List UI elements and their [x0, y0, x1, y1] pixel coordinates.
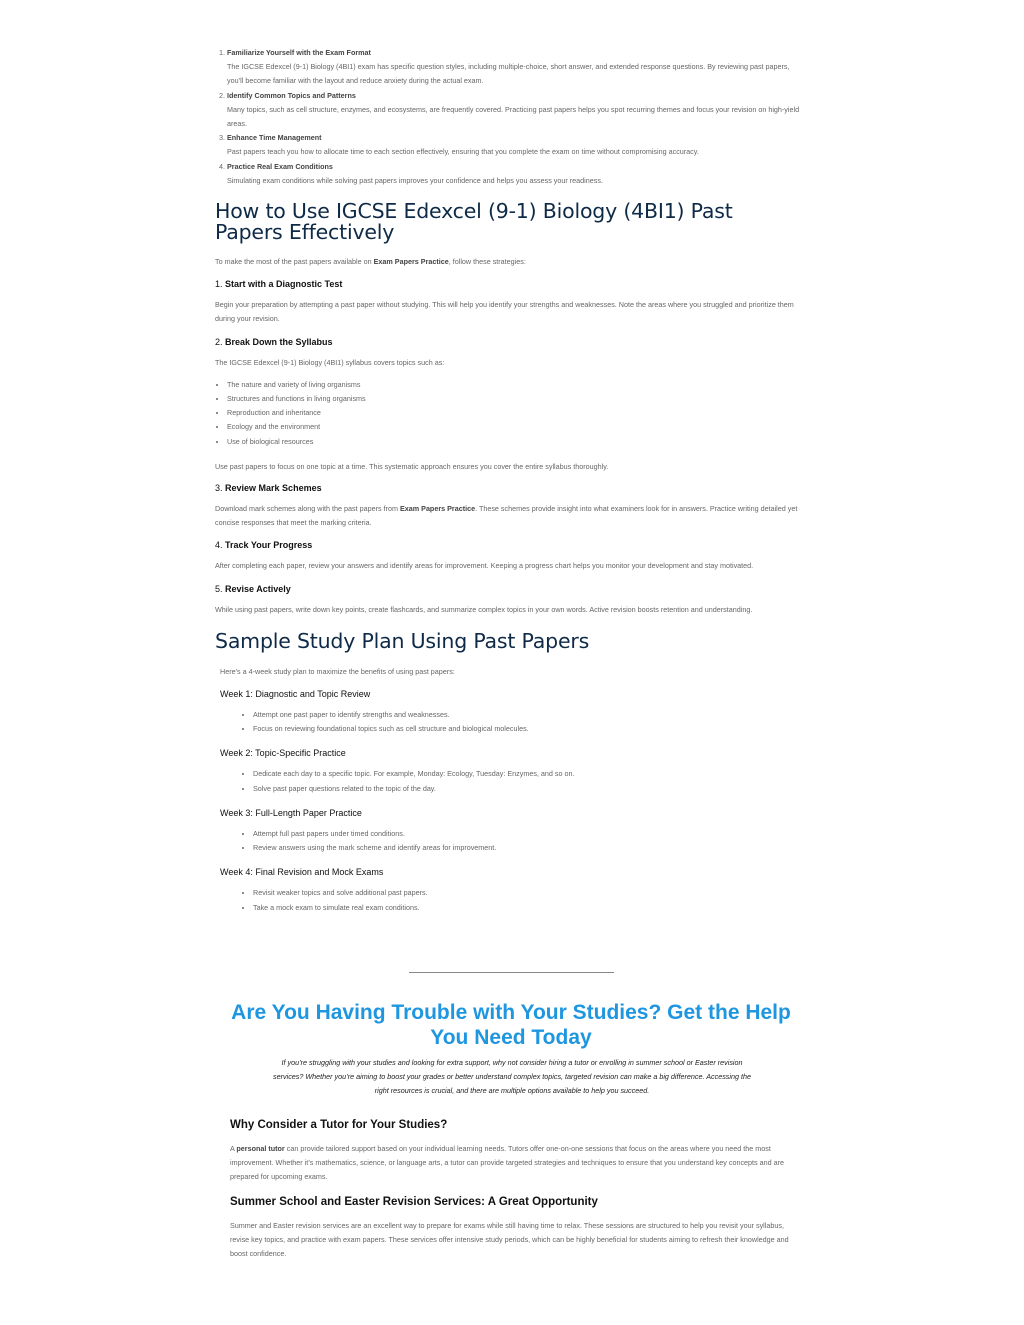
topics-note: Use past papers to focus on one topic at a time. This systematic approach ensures you cover the entire syllabus thoroughly. — [215, 461, 609, 471]
step-title: Track Your Progress — [225, 540, 313, 551]
step-heading — [215, 583, 805, 595]
step-text: Begin your preparation by attempting a past paper without studying. This will help you identify your strengths and weaknesses. Note the areas where you struggled and prioritize them during your revision. — [215, 300, 794, 324]
step-number: 2. — [215, 336, 223, 347]
week-title: Week 2: Topic-Specific Practice — [220, 748, 346, 759]
tutor-heading: Why Consider a Tutor for Your Studies? — [230, 1119, 448, 1131]
list-item — [227, 46, 805, 89]
week-title: Week 4: Final Revision and Mock Exams — [220, 867, 384, 878]
week-items — [220, 827, 805, 855]
week-title: Week 1: Diagnostic and Topic Review — [220, 689, 371, 700]
intro-text: , follow these strategies: — [448, 257, 526, 267]
step-text: The IGCSE Edexcel (9-1) Biology (4BI1) syllabus covers topics such as: — [215, 357, 445, 367]
step-text: While using past papers, write down key points, create flashcards, and summarize complex topics in your own words. Active revision boosts retention and understanding. — [215, 604, 753, 614]
list-item — [227, 160, 805, 188]
list-item: • Attempt full past papers under timed conditions. — [253, 827, 805, 841]
step-heading — [215, 336, 805, 348]
list-item: • Revisit weaker topics and solve additional past papers. — [253, 886, 805, 900]
step-title: Start with a Diagnostic Test — [225, 279, 343, 290]
step-heading — [215, 482, 805, 494]
promo-title: Are You Having Trouble with Your Studies? Get the Help You Need Today — [231, 1001, 791, 1049]
benefit-text: Past papers teach you how to allocate time to each section effectively, ensuring that you complete the exam on time without compromising accuracy. — [227, 147, 699, 157]
list-item: • Solve past paper questions related to the topic of the day. — [253, 782, 805, 796]
step-number: 3. — [215, 483, 223, 494]
list-item: • Attempt one past paper to identify strengths and weaknesses. — [253, 708, 805, 722]
week-items — [220, 886, 805, 914]
benefit-text: Simulating exam conditions while solving past papers improves your confidence and helps you assess your readiness. — [227, 175, 603, 185]
list-item: • Dedicate each day to a specific topic. For example, Monday: Ecology, Tuesday: Enzymes, and so on. — [253, 767, 805, 781]
list-item — [227, 89, 805, 132]
step-heading — [215, 539, 805, 551]
tutor-text-part: can provide tailored support based on your individual learning needs. Tutors offer one-on-one sessions that focus on the areas where you need the most improvement. Whether it’s mathematics, science, or language arts, a tutor can provide targeted strategies and techniques to ensure that you understand key concepts and are prepared for upcoming exams. — [230, 1144, 785, 1182]
step-number: 5. — [215, 583, 223, 594]
week-title: Week 3: Full-Length Paper Practice — [220, 807, 362, 818]
step-title: Revise Actively — [225, 583, 291, 594]
article-content — [215, 46, 805, 915]
list-item: • Take a mock exam to simulate real exam conditions. — [253, 901, 805, 915]
list-item: • Use of biological resources — [227, 435, 805, 449]
site-name: Exam Papers Practice — [373, 257, 449, 267]
list-item: • Focus on reviewing foundational topics such as cell structure and biological molecules. — [253, 722, 805, 736]
list-item: • Structures and functions in living organisms — [227, 392, 805, 406]
site-name: Exam Papers Practice — [399, 504, 476, 514]
list-item — [227, 131, 805, 159]
step-text: After completing each paper, review your answers and identify areas for improvement. Keeping a progress chart helps you monitor your development and stay motivated. — [215, 561, 754, 571]
promo-intro: If you’re struggling with your studies and looking for extra support, why not consider hiring a tutor or enrolling in summer school or Easter revision services? Whether you’re aiming to boost your grades or better understand complex topics, targeted revision can make a big difference. Accessing the right resources is crucial, and there are multiple options available to help you succeed. — [273, 1058, 751, 1096]
intro-text: To make the most of the past papers available on — [215, 257, 374, 267]
syllabus-topics — [215, 378, 805, 449]
study-plan — [215, 665, 805, 915]
list-item: • Reproduction and inheritance — [227, 406, 805, 420]
howto-intro — [215, 255, 805, 269]
step-text-part: Download mark schemes along with the past papers from — [215, 504, 400, 514]
step-number: 1. — [215, 279, 223, 290]
benefit-title: Identify Common Topics and Patterns — [227, 90, 356, 100]
step-text-part: . These schemes provide insight into what examiners look for in answers. Practice writing detailed yet concise responses that meet the marking criteria. — [215, 504, 798, 528]
week-items — [220, 708, 805, 736]
summer-heading: Summer School and Easter Revision Services: A Great Opportunity — [230, 1196, 598, 1208]
benefit-text: The IGCSE Edexcel (9-1) Biology (4BI1) exam has specific question styles, including multiple-choice, short answer, and extended response questions. By reviewing past papers, you’ll become familiar with the layout and reduce anxiety during the actual exam. — [227, 62, 790, 86]
plan-heading: Sample Study Plan Using Past Papers — [215, 628, 590, 653]
benefit-title: Practice Real Exam Conditions — [227, 161, 333, 171]
tutor-section — [230, 1118, 790, 1185]
list-item: • The nature and variety of living organisms — [227, 378, 805, 392]
week-items — [220, 767, 805, 795]
step-text — [215, 502, 805, 530]
benefit-title: Familiarize Yourself with the Exam Format — [227, 48, 371, 57]
step-title: Break Down the Syllabus — [225, 336, 333, 347]
section-divider — [409, 972, 614, 973]
benefit-text: Many topics, such as cell structure, enzymes, and ecosystems, are frequently covered. Practicing past papers helps you spot recurring themes and focus your revision on high-yield areas. — [227, 104, 800, 129]
personal-tutor-link[interactable]: personal tutor — [236, 1144, 285, 1153]
step-number: 4. — [215, 540, 223, 551]
step-title: Review Mark Schemes — [225, 483, 322, 494]
howto-heading: How to Use IGCSE Edexcel (9-1) Biology (4BI1) Past Papers Effectively — [215, 199, 733, 245]
list-item: • Review answers using the mark scheme and identify areas for improvement. — [253, 841, 805, 855]
benefits-list — [215, 46, 805, 188]
summer-text: Summer and Easter revision services are an excellent way to prepare for exams while still having time to relax. These sessions are structured to help you revisit your syllabus, revise key topics, and practice with exam papers. These services offer intensive study periods, which can be highly beneficial for students aiming to refresh their knowledge and boost confidence. — [230, 1221, 789, 1259]
tutor-text-part: A — [230, 1144, 237, 1153]
tutor-text — [230, 1142, 790, 1185]
benefit-title: Enhance Time Management — [227, 133, 322, 143]
summer-section — [230, 1195, 790, 1262]
step-heading — [215, 278, 805, 290]
list-item: • Ecology and the environment — [227, 420, 805, 434]
plan-intro: Here’s a 4-week study plan to maximize the benefits of using past papers: — [220, 666, 455, 676]
